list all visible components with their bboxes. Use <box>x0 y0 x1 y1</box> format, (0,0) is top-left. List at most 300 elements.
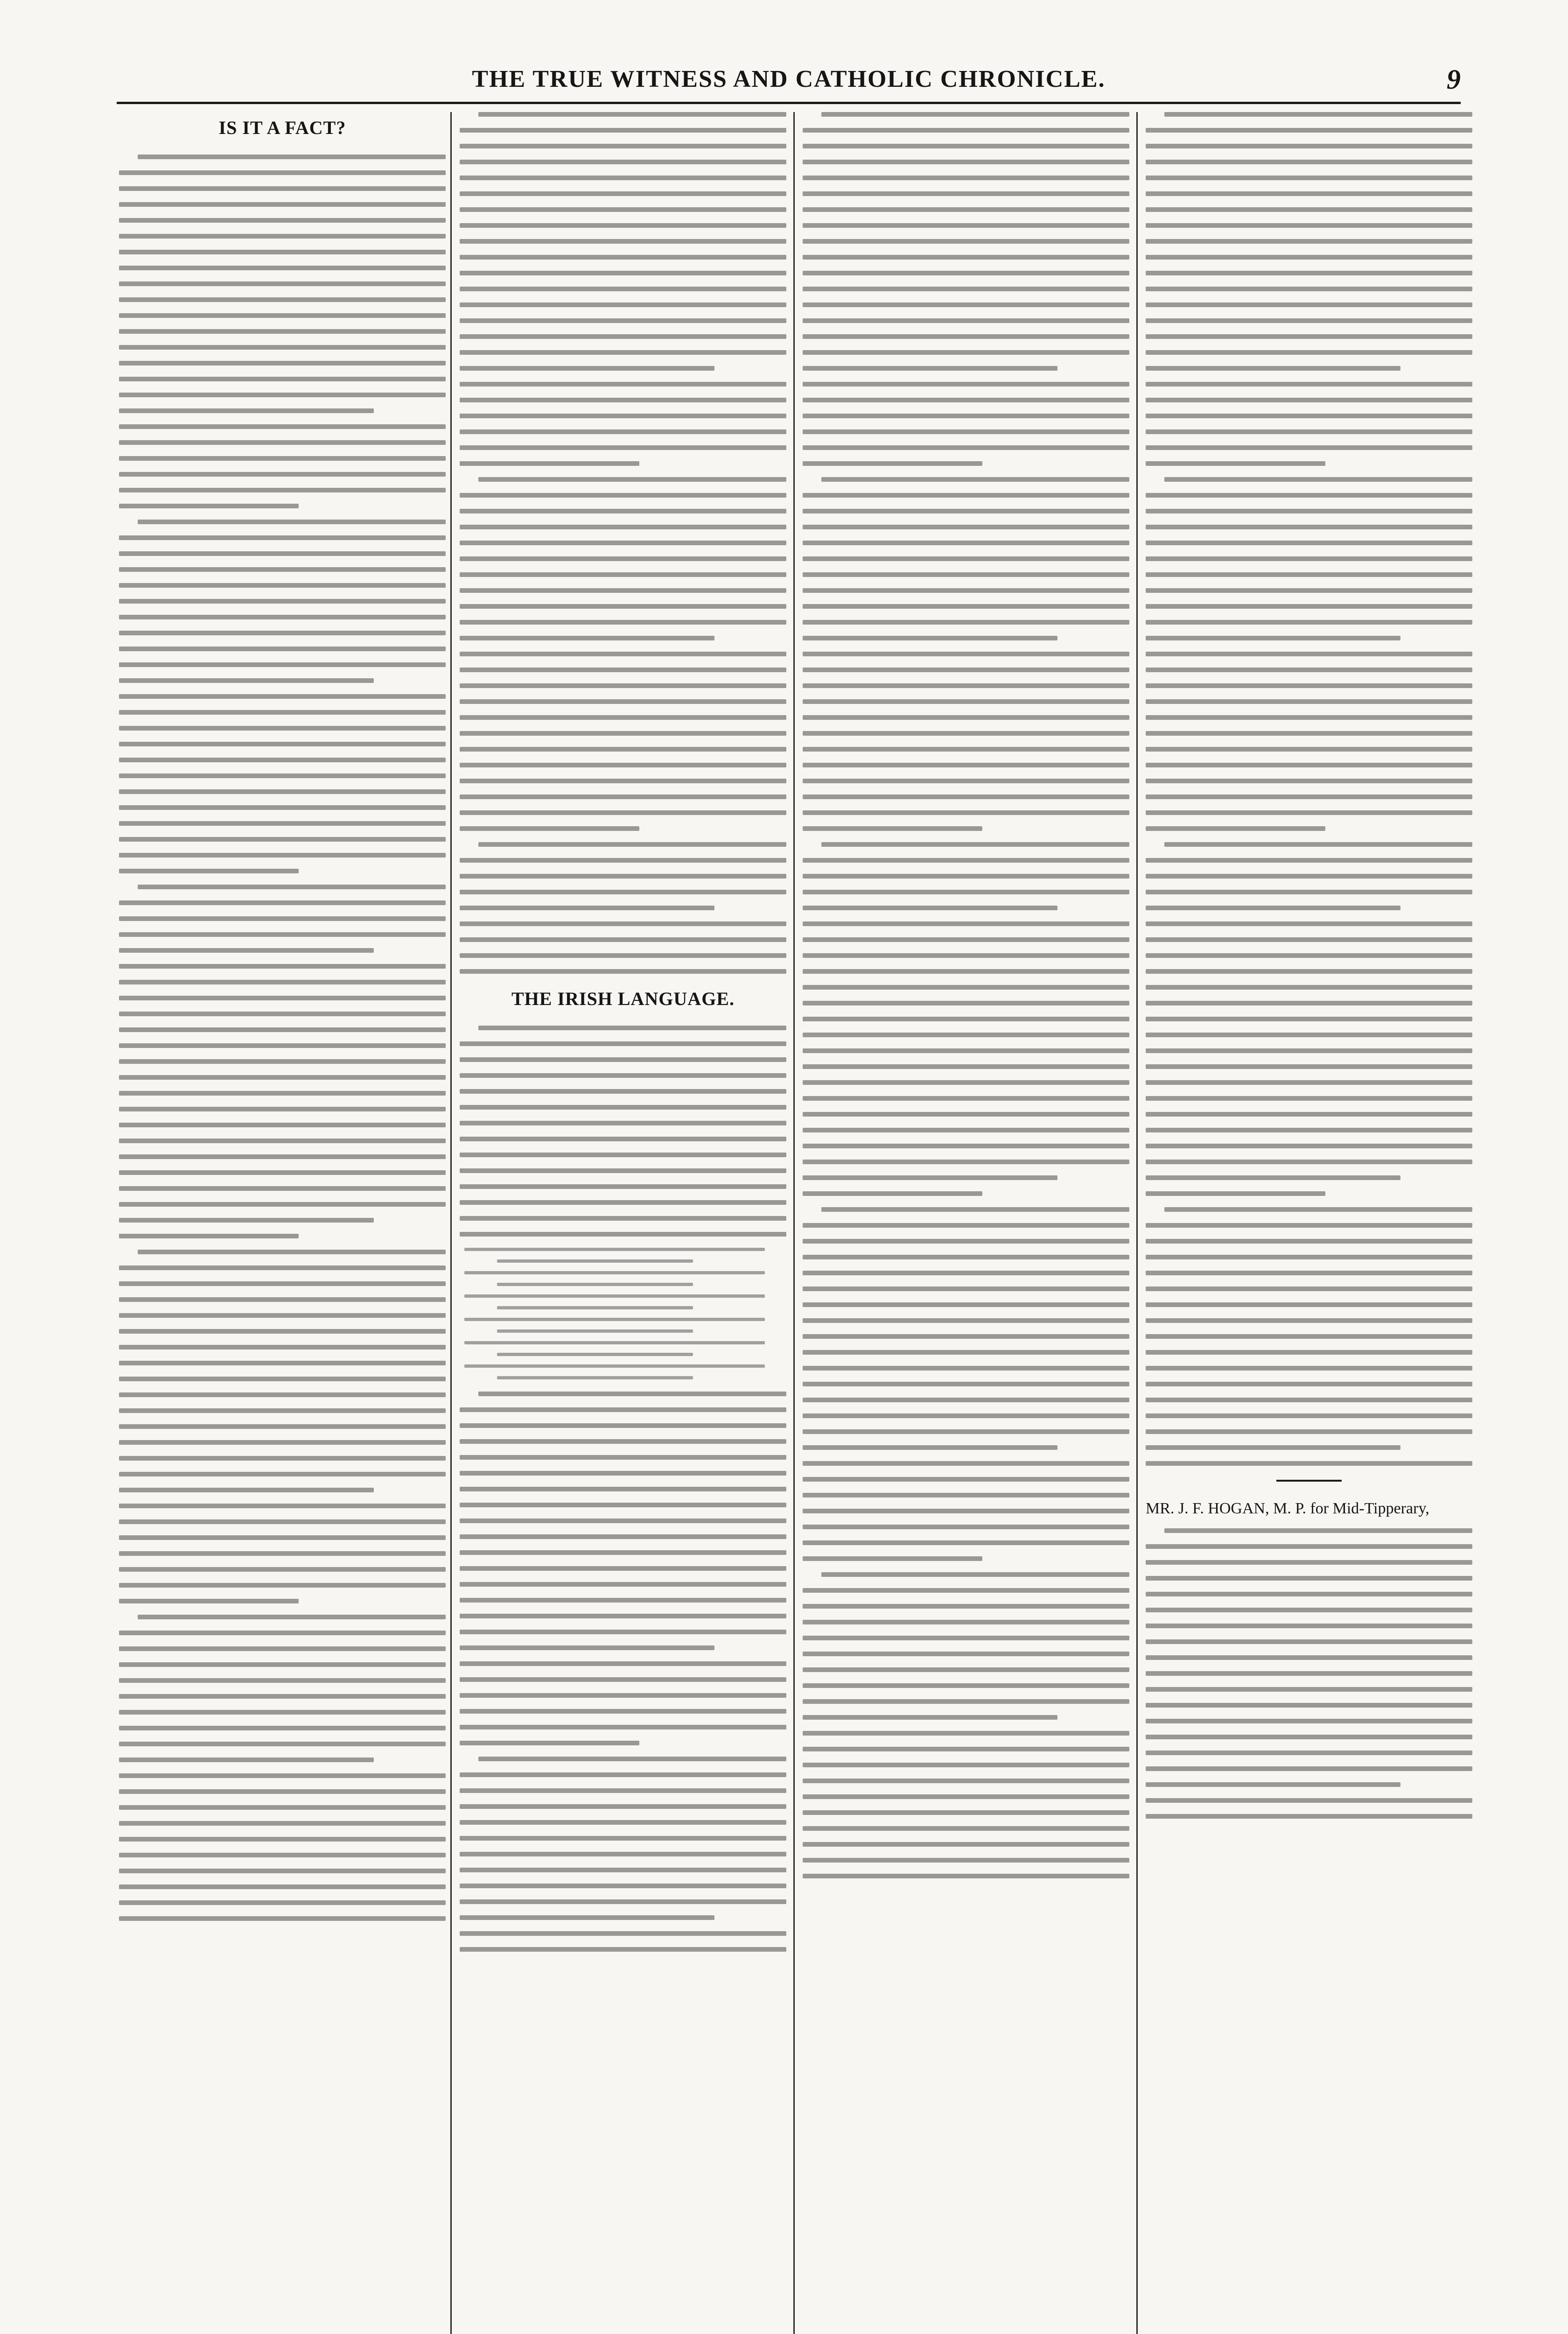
text-line <box>460 1725 786 1729</box>
text-line <box>1146 715 1472 720</box>
text-line <box>460 1566 786 1571</box>
text-line <box>1146 1382 1472 1386</box>
text-line <box>119 1853 446 1857</box>
text-line <box>1146 731 1472 736</box>
text-line <box>460 1471 786 1476</box>
text-line <box>460 1788 786 1793</box>
text-line <box>803 1287 1129 1291</box>
text-line <box>803 1779 1129 1783</box>
text-line <box>803 1017 1129 1021</box>
text-line <box>460 350 786 355</box>
text-line <box>803 1366 1129 1371</box>
text-line <box>1146 287 1472 291</box>
masthead <box>117 65 1461 98</box>
text-line <box>803 1810 1129 1815</box>
text-line <box>460 128 786 133</box>
text-line <box>119 1186 446 1191</box>
text-line <box>119 1123 446 1127</box>
text-line <box>1164 1528 1472 1533</box>
text-line <box>803 366 1057 371</box>
text-line <box>1146 429 1472 434</box>
text-line <box>119 488 446 492</box>
text-line <box>1146 461 1325 466</box>
text-line <box>460 794 786 799</box>
text-line <box>460 414 786 418</box>
text-line <box>119 1710 446 1715</box>
text-line <box>460 556 786 561</box>
text-line <box>803 223 1129 228</box>
text-line <box>119 1392 446 1397</box>
text-line <box>803 779 1129 783</box>
text-line <box>460 652 786 656</box>
text-line <box>803 1477 1129 1482</box>
text-line <box>1146 207 1472 212</box>
text-line <box>803 1763 1129 1767</box>
text-line <box>1146 1560 1472 1565</box>
text-line <box>803 1191 982 1196</box>
text-line <box>1146 1001 1472 1005</box>
text-line <box>1146 1128 1472 1132</box>
text-line <box>803 1160 1129 1164</box>
text-line <box>1146 652 1472 656</box>
text-line <box>119 1805 446 1810</box>
text-line <box>119 678 374 683</box>
text-line <box>803 445 1129 450</box>
text-line <box>803 1398 1129 1402</box>
text-line <box>460 1057 786 1062</box>
text-line <box>119 551 446 556</box>
text-line <box>803 1271 1129 1275</box>
text-line <box>138 1250 446 1254</box>
text-line <box>119 424 446 429</box>
text-line <box>803 1334 1129 1339</box>
text-line <box>119 1472 446 1476</box>
text-line <box>119 631 446 635</box>
text-line <box>460 1741 639 1745</box>
text-line <box>803 1413 1129 1418</box>
text-line <box>1146 1350 1472 1355</box>
text-line <box>803 334 1129 339</box>
text-line <box>119 1456 446 1461</box>
text-line <box>119 1773 446 1778</box>
text-line <box>119 1631 446 1635</box>
column-4 <box>1146 112 1472 2334</box>
text-line <box>1146 1271 1472 1275</box>
text-line <box>119 440 446 445</box>
text-line <box>138 155 446 159</box>
text-line <box>1146 350 1472 355</box>
text-line <box>803 874 1129 879</box>
text-line <box>119 1170 446 1175</box>
text-line <box>460 366 714 371</box>
text-line <box>119 1662 446 1667</box>
text-line <box>803 1636 1129 1640</box>
text-line <box>460 1200 786 1205</box>
text-line <box>119 1916 446 1921</box>
text-line <box>119 1869 446 1873</box>
text-line <box>1146 445 1472 450</box>
text-line <box>1146 271 1472 275</box>
text-line <box>460 715 786 720</box>
text-line <box>803 160 1129 164</box>
text-line <box>803 683 1129 688</box>
text-line <box>803 1350 1129 1355</box>
text-line <box>1164 477 1472 482</box>
text-line <box>803 556 1129 561</box>
text-line <box>138 885 446 889</box>
text-line <box>1146 414 1472 418</box>
text-line <box>460 1041 786 1046</box>
text-line <box>803 1667 1129 1672</box>
text-line <box>1146 176 1472 180</box>
text-line <box>1146 1287 1472 1291</box>
text-line <box>119 1789 446 1794</box>
text-line <box>1146 223 1472 228</box>
text-line <box>1146 1080 1472 1085</box>
text-line <box>119 583 446 588</box>
text-line <box>803 636 1057 640</box>
text-line <box>803 255 1129 260</box>
text-line <box>119 948 374 953</box>
text-line <box>460 1645 714 1650</box>
text-line <box>119 710 446 715</box>
text-line <box>119 1821 446 1826</box>
text-line <box>138 520 446 524</box>
text-line <box>803 461 982 466</box>
text-line <box>1146 572 1472 577</box>
text-line <box>803 1604 1129 1609</box>
text-line <box>119 1440 446 1445</box>
text-line <box>803 1747 1129 1751</box>
text-line <box>803 937 1129 942</box>
text-line <box>119 821 446 826</box>
text-line <box>803 1223 1129 1228</box>
text-line <box>1146 1223 1472 1228</box>
text-line <box>460 1137 786 1141</box>
text-line <box>1146 302 1472 307</box>
text-line <box>821 1572 1129 1577</box>
text-line <box>460 1677 786 1682</box>
text-line <box>460 874 786 879</box>
text-line <box>1146 1302 1472 1307</box>
text-line <box>460 176 786 180</box>
article-body-irish-language-3 <box>803 112 1129 1878</box>
text-line <box>1146 1655 1472 1660</box>
text-line <box>1146 858 1472 863</box>
text-line <box>821 1207 1129 1212</box>
text-line <box>1146 1429 1472 1434</box>
text-line <box>460 779 786 783</box>
text-line <box>1146 1398 1472 1402</box>
text-line <box>460 1598 786 1603</box>
text-line <box>803 921 1129 926</box>
text-line <box>119 250 446 254</box>
text-line <box>1146 1239 1472 1244</box>
text-line <box>1146 525 1472 529</box>
text-line <box>460 604 786 609</box>
text-line <box>119 393 446 397</box>
text-line <box>119 1361 446 1365</box>
text-line <box>1146 398 1472 402</box>
text-line <box>460 429 786 434</box>
text-line <box>119 1726 446 1730</box>
text-line <box>1146 239 1472 244</box>
column-2 <box>460 112 786 2334</box>
text-line <box>1146 1544 1472 1549</box>
text-line <box>119 726 446 731</box>
text-line <box>1146 1144 1472 1148</box>
text-line <box>1146 890 1472 894</box>
text-line <box>803 493 1129 498</box>
text-line <box>460 588 786 593</box>
masthead-rule <box>117 102 1461 104</box>
text-line <box>460 1582 786 1587</box>
text-line <box>803 620 1129 625</box>
text-line <box>460 160 786 164</box>
text-line <box>803 731 1129 736</box>
text-line <box>1164 842 1472 847</box>
text-line <box>460 1852 786 1856</box>
text-line <box>119 869 299 873</box>
text-line <box>460 541 786 545</box>
text-line <box>119 456 446 461</box>
text-line <box>803 953 1129 958</box>
text-line <box>803 794 1129 799</box>
text-line <box>1146 1766 1472 1771</box>
text-line <box>478 1392 786 1396</box>
text-line <box>119 1218 374 1223</box>
text-line <box>119 1202 446 1207</box>
text-line <box>803 1874 1129 1878</box>
text-line <box>119 647 446 651</box>
text-line <box>460 398 786 402</box>
text-line <box>460 1121 786 1125</box>
text-line <box>1146 699 1472 704</box>
text-line <box>460 207 786 212</box>
text-line <box>1146 1033 1472 1037</box>
section-rule <box>1276 1480 1342 1482</box>
text-line <box>119 1027 446 1032</box>
text-line <box>119 170 446 175</box>
text-line <box>460 1820 786 1825</box>
text-line <box>119 1075 446 1080</box>
text-line <box>460 763 786 767</box>
text-line <box>119 1742 446 1746</box>
text-line <box>803 128 1129 133</box>
text-line <box>119 1884 446 1889</box>
text-line <box>1146 1255 1472 1259</box>
text-line <box>119 694 446 699</box>
text-line <box>460 255 786 260</box>
text-line <box>803 1509 1129 1513</box>
text-line <box>119 361 446 366</box>
text-line <box>119 1504 446 1508</box>
text-line <box>478 477 786 482</box>
text-line <box>478 1026 786 1030</box>
text-line <box>119 964 446 969</box>
text-line <box>460 318 786 323</box>
text-line <box>119 1043 446 1048</box>
text-line <box>1146 588 1472 593</box>
text-line <box>460 223 786 228</box>
text-line <box>1146 556 1472 561</box>
text-line <box>460 937 786 942</box>
article-heading-irish-language: THE IRISH LANGUAGE. <box>511 988 735 1009</box>
text-line <box>1146 921 1472 926</box>
text-line <box>1146 1318 1472 1323</box>
text-line <box>119 1154 446 1159</box>
text-line <box>803 1096 1129 1101</box>
text-line <box>1146 874 1472 879</box>
text-line <box>803 1318 1129 1323</box>
text-line <box>119 535 446 540</box>
text-line <box>1146 1413 1472 1418</box>
text-line <box>119 758 446 762</box>
text-line <box>803 318 1129 323</box>
text-line <box>803 1302 1129 1307</box>
text-line <box>460 858 786 863</box>
text-line <box>460 1073 786 1078</box>
article-body-fact <box>119 155 446 1921</box>
text-line <box>803 1112 1129 1117</box>
text-line <box>460 1868 786 1872</box>
text-line <box>803 826 982 831</box>
text-line <box>1146 1687 1472 1692</box>
text-line <box>803 747 1129 752</box>
text-line <box>1146 255 1472 260</box>
text-line <box>119 202 446 207</box>
text-line <box>119 916 446 921</box>
text-line <box>1146 1017 1472 1021</box>
text-line <box>119 853 446 858</box>
text-line <box>1146 1576 1472 1581</box>
text-line <box>803 810 1129 815</box>
text-line <box>803 144 1129 148</box>
text-line <box>119 1297 446 1302</box>
text-line <box>803 1175 1057 1180</box>
text-line <box>460 1184 786 1189</box>
text-line <box>803 1064 1129 1069</box>
text-line <box>460 1836 786 1841</box>
text-line <box>478 1757 786 1761</box>
text-line <box>460 1915 714 1920</box>
text-line <box>460 1693 786 1698</box>
text-line <box>1146 1160 1472 1164</box>
text-line <box>119 996 446 1000</box>
text-line <box>803 382 1129 387</box>
text-line <box>478 112 786 117</box>
text-line <box>460 302 786 307</box>
text-line <box>460 1534 786 1539</box>
text-line <box>803 1525 1129 1529</box>
text-line <box>460 1168 786 1173</box>
article-body-irish-language <box>460 1026 786 1237</box>
text-line <box>803 1128 1129 1132</box>
text-line <box>803 652 1129 656</box>
text-line <box>119 1281 446 1286</box>
text-line <box>1146 668 1472 672</box>
text-line <box>460 620 786 625</box>
text-line <box>119 1535 446 1540</box>
text-line <box>1146 937 1472 942</box>
text-line <box>460 921 786 926</box>
text-line <box>119 297 446 302</box>
text-line <box>119 1599 299 1603</box>
text-line <box>803 858 1129 863</box>
text-line <box>119 1345 446 1350</box>
masthead-title: THE TRUE WITNESS AND CATHOLIC CHRONICLE. <box>472 66 1106 92</box>
text-line <box>1146 763 1472 767</box>
text-line <box>803 1445 1057 1450</box>
text-line <box>119 1012 446 1016</box>
text-line <box>803 1033 1129 1037</box>
text-line <box>119 1488 374 1492</box>
text-line <box>460 1503 786 1507</box>
text-line <box>803 1683 1129 1688</box>
text-line <box>1146 826 1325 831</box>
text-line <box>119 1567 446 1572</box>
text-line <box>460 890 786 894</box>
text-line <box>803 1715 1057 1720</box>
text-line <box>1146 1334 1472 1339</box>
text-line <box>119 1313 446 1318</box>
text-line <box>1146 128 1472 133</box>
text-line <box>803 176 1129 180</box>
text-line <box>119 281 446 286</box>
text-line <box>119 837 446 842</box>
text-line <box>460 906 714 910</box>
text-line <box>803 1493 1129 1497</box>
text-line <box>821 842 1129 847</box>
text-line <box>119 186 446 191</box>
text-line <box>119 218 446 223</box>
text-line <box>119 1059 446 1064</box>
article-lead-hogan: MR. J. F. HOGAN, M. P. for Mid-Tipperary, <box>1146 1500 1429 1517</box>
text-line <box>119 1424 446 1429</box>
text-line <box>119 900 446 905</box>
text-line <box>1146 683 1472 688</box>
text-line <box>1146 1592 1472 1596</box>
text-line <box>119 1837 446 1842</box>
text-line <box>803 699 1129 704</box>
text-line <box>119 1265 446 1270</box>
text-line <box>803 1255 1129 1259</box>
text-line <box>119 329 446 334</box>
text-line <box>1146 620 1472 625</box>
text-line <box>1146 1735 1472 1739</box>
text-line <box>460 382 786 387</box>
text-line <box>1146 906 1400 910</box>
text-line <box>460 1487 786 1491</box>
text-line <box>803 239 1129 244</box>
text-line <box>119 1758 374 1762</box>
text-line <box>119 615 446 619</box>
text-line <box>803 287 1129 291</box>
text-line <box>803 1429 1129 1434</box>
text-line <box>460 239 786 244</box>
text-line <box>460 747 786 752</box>
text-line <box>1146 144 1472 148</box>
text-line <box>119 1377 446 1381</box>
text-line <box>119 662 446 667</box>
text-line <box>821 112 1129 117</box>
text-line <box>460 287 786 291</box>
text-line <box>1146 1191 1325 1196</box>
text-line <box>1146 636 1400 640</box>
text-line <box>460 191 786 196</box>
text-line <box>1146 1096 1472 1101</box>
text-line <box>1146 160 1472 164</box>
